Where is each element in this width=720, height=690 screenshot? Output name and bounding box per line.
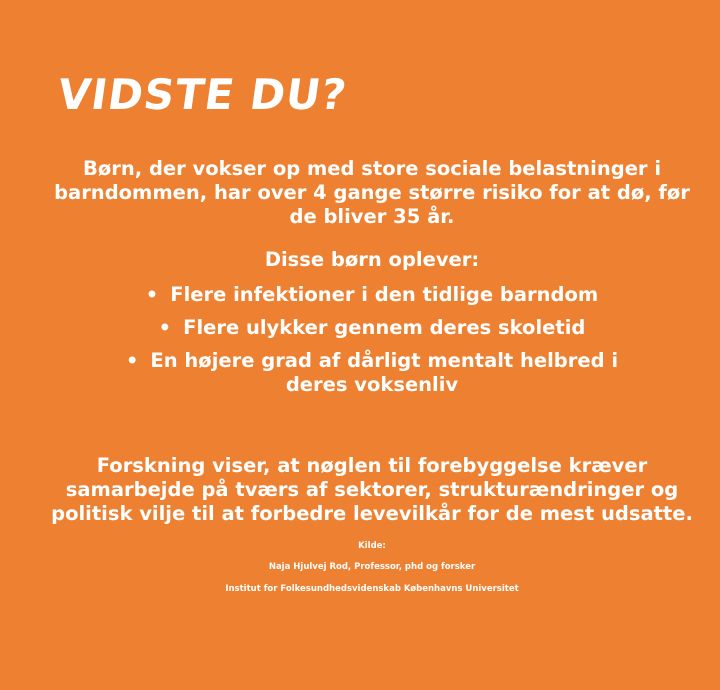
bullet-icon: • (158, 316, 172, 339)
source-institution: Institut for Folkesundhedsvidenskab Københavns Universitet (225, 584, 519, 594)
bullet-text: Flere ulykker gennem deres skoletid (183, 316, 586, 339)
bullet-item (92, 349, 652, 397)
bullet-item (50, 283, 694, 307)
bullet-list (50, 283, 694, 406)
subheading: Disse børn oplever: (264, 248, 480, 271)
page-title: VIDSTE DU? (54, 70, 351, 119)
bullet-item (50, 316, 694, 340)
research-text: Forskning viser, at nøglen til forebyggelse kræver samarbejde på tværs af sektorer, strukturændringer og politisk vilje til at forbedre levevilkår for de mest udsatte. (51, 454, 693, 525)
intro-text: Børn, der vokser op med store sociale belastninger i barndommen, har over 4 gange større risiko for at dø, før de bliver 35 år. (54, 157, 690, 228)
source-label: Kilde: (358, 541, 386, 551)
bullet-text: En højere grad af dårligt mentalt helbred i deres voksenliv (150, 349, 619, 396)
bullet-text: Flere infektioner i den tidlige barndom (170, 283, 599, 306)
bullet-icon: • (145, 283, 159, 306)
source-author: Naja Hjulvej Rod, Professor, phd og forsker (268, 562, 476, 572)
bullet-icon: • (125, 349, 139, 372)
